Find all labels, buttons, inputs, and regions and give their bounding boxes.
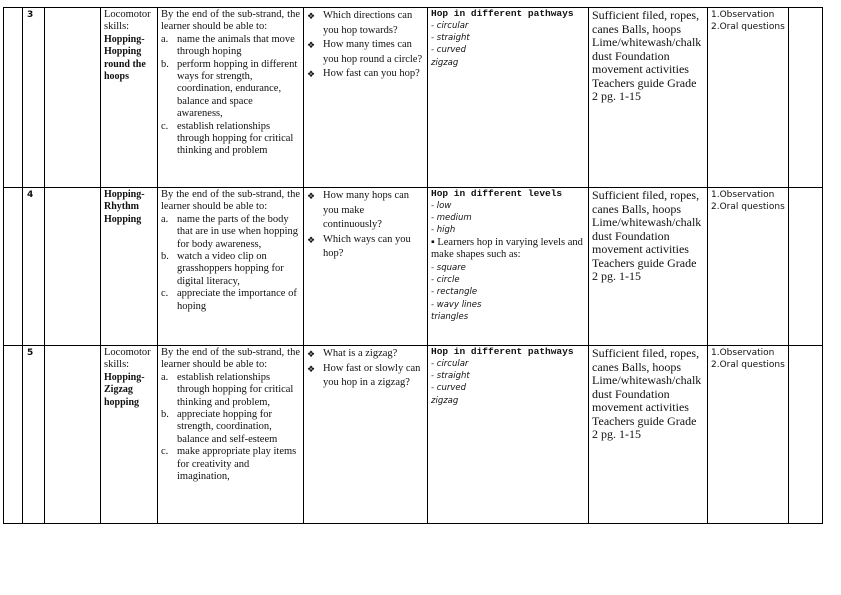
outcome-marker: b. (161, 58, 169, 70)
learning-outcomes (158, 346, 304, 524)
lesson-cell (45, 346, 101, 524)
week-number: 3 (23, 8, 45, 188)
assessment-item: 1.Observation (711, 348, 775, 358)
strand-label: Locomotor skills: (104, 347, 151, 371)
activity-shape-item: triangles (431, 312, 469, 323)
outcomes-list (161, 372, 300, 484)
diamond-bullet-icon: ❖ (307, 191, 316, 201)
strand-label: Locomotor skills: (104, 9, 151, 33)
assessment-methods (708, 346, 789, 524)
question-item (307, 233, 424, 262)
activity-title: Hop in different pathways (431, 8, 574, 19)
question-item (307, 9, 424, 38)
diamond-bullet-icon: ❖ (307, 40, 316, 50)
outcomes-list (161, 214, 300, 313)
question-text: Which ways can you hop? (323, 233, 411, 259)
question-item (307, 189, 424, 233)
outcome-item (161, 288, 300, 313)
square-bullet-icon: ▪ (431, 236, 438, 248)
question-text: What is a zigzag? (323, 348, 398, 359)
learning-resources: Sufficient filed, ropes, canes Balls, hoops Lime/whitewash/chalk dust Foundation movement activities Teachers guide Grade 2 pg. 1-15 (589, 188, 708, 346)
question-item (307, 67, 424, 82)
outcome-marker: a. (161, 371, 169, 383)
activity-shape-item: - circle (431, 274, 460, 285)
activity-item: - curved (431, 383, 466, 394)
sub-strand-label: Hopping-Rhythm Hopping (104, 189, 145, 225)
empty-cell (4, 8, 23, 188)
question-item (307, 38, 424, 67)
outcome-text: perform hopping in different ways for strength, coordination, endurance, balance and space awareness, (177, 58, 298, 120)
outcome-marker: c. (161, 288, 169, 300)
learning-outcomes (158, 8, 304, 188)
questions-list (307, 189, 424, 262)
question-text: How fast or slowly can you hop in a zigzag? (323, 362, 421, 388)
outcome-marker: c. (161, 120, 169, 132)
activity-note (431, 237, 585, 262)
table-row (4, 346, 823, 524)
table-row (4, 188, 823, 346)
outcome-text: appreciate the importance of hoping (177, 288, 297, 312)
empty-cell (4, 188, 23, 346)
questions-list (307, 9, 424, 82)
outcome-marker: c. (161, 446, 169, 458)
outcomes-intro: By the end of the sub-strand, the learner should be able to: (161, 347, 300, 371)
activity-title: Hop in different pathways (431, 346, 574, 357)
activity-item: - curved (431, 45, 466, 56)
activity-shape-item: - wavy lines (431, 299, 482, 310)
diamond-bullet-icon: ❖ (307, 11, 316, 21)
activity-shape-item: - square (431, 262, 466, 273)
outcome-item (161, 446, 300, 483)
learning-activities (428, 8, 589, 188)
assessment-item: 1.Observation (711, 190, 775, 200)
question-text: Which directions can you hop towards? (323, 10, 413, 36)
week-number: 5 (23, 346, 45, 524)
outcome-item (161, 371, 300, 409)
strand-cell (101, 346, 158, 524)
outcome-marker: a. (161, 213, 169, 225)
outcome-text: establish relationships through hopping for critical thinking and problem (177, 120, 294, 157)
table-row (4, 8, 823, 188)
diamond-bullet-icon: ❖ (307, 69, 316, 79)
week-number: 4 (23, 188, 45, 346)
diamond-bullet-icon: ❖ (307, 349, 316, 359)
learning-activities (428, 346, 589, 524)
activity-shape-item: - rectangle (431, 287, 478, 298)
key-inquiry-questions (304, 188, 428, 346)
remarks-cell (789, 188, 823, 346)
activity-item: - circular (431, 20, 469, 31)
activity-item: - circular (431, 358, 469, 369)
strand-cell (101, 8, 158, 188)
lesson-cell (45, 188, 101, 346)
question-item (307, 347, 424, 362)
activity-item: - straight (431, 32, 470, 43)
diamond-bullet-icon: ❖ (307, 363, 316, 374)
activity-title: Hop in different levels (431, 188, 563, 199)
activity-item: - high (431, 225, 456, 236)
assessment-item: 2.Oral questions (711, 202, 785, 213)
outcome-marker: a. (161, 33, 169, 45)
sub-strand-label: Hopping-Zigzag hopping (104, 371, 145, 408)
question-text: How many hops can you make continuously? (323, 190, 410, 230)
sub-strand-label: Hopping-Hopping round the hoops (104, 33, 146, 83)
remarks-cell (789, 8, 823, 188)
question-text: How many times can you hop round a circle? (323, 39, 423, 65)
outcome-item (161, 409, 300, 446)
activity-item: - straight (431, 370, 470, 381)
activity-item: - low (431, 200, 452, 211)
activity-item: zigzag (431, 395, 459, 406)
questions-list (307, 347, 424, 391)
outcome-text: name the parts of the body that are in use when hopping for body awareness, (177, 213, 299, 250)
outcome-text: establish relationships through hopping for critical thinking and problem, (177, 371, 294, 408)
question-text: How fast can you hop? (323, 68, 420, 79)
learning-resources: Sufficient filed, ropes, canes Balls, hoops Lime/whitewash/chalk dust Foundation movement activities Teachers guide Grade 2 pg. 1-15 (589, 8, 708, 188)
outcome-text: make appropriate play items for creativity and imagination, (177, 446, 297, 483)
activity-note-text: Learners hop in varying levels and make shapes such as: (431, 236, 583, 261)
strand-cell (101, 188, 158, 346)
outcomes-intro: By the end of the sub-strand, the learner should be able to: (161, 189, 300, 213)
assessment-item: 2.Oral questions (711, 360, 785, 371)
empty-cell (4, 346, 23, 524)
outcomes-list (161, 34, 300, 158)
outcome-item (161, 251, 300, 288)
assessment-methods (708, 188, 789, 346)
outcome-text: watch a video clip on grasshoppers hopping for digital literacy, (177, 251, 284, 287)
outcome-text: name the animals that move through hoping (177, 33, 295, 58)
outcome-text: appreciate hopping for strength, coordination, balance and self-esteem (177, 409, 278, 445)
scheme-of-work-table (3, 7, 823, 524)
key-inquiry-questions (304, 346, 428, 524)
remarks-cell (789, 346, 823, 524)
activity-item: - medium (431, 212, 472, 223)
outcomes-intro: By the end of the sub-strand, the learner should be able to: (161, 9, 300, 33)
outcome-marker: b. (161, 409, 169, 421)
lesson-cell (45, 8, 101, 188)
learning-resources: Sufficient filed, ropes, canes Balls, hoops Lime/whitewash/chalk dust Foundation movement activities Teachers guide Grade 2 pg. 1-15 (589, 346, 708, 524)
diamond-bullet-icon: ❖ (307, 234, 316, 245)
outcome-marker: b. (161, 251, 169, 263)
assessment-methods (708, 8, 789, 188)
question-item (307, 362, 424, 391)
outcome-item (161, 213, 300, 251)
learning-activities (428, 188, 589, 346)
outcome-item (161, 120, 300, 158)
outcome-item (161, 58, 300, 121)
assessment-item: 1.Observation (711, 10, 775, 20)
activity-item: zigzag (431, 57, 459, 68)
outcome-item (161, 33, 300, 59)
assessment-item: 2.Oral questions (711, 22, 785, 33)
key-inquiry-questions (304, 8, 428, 188)
learning-outcomes (158, 188, 304, 346)
